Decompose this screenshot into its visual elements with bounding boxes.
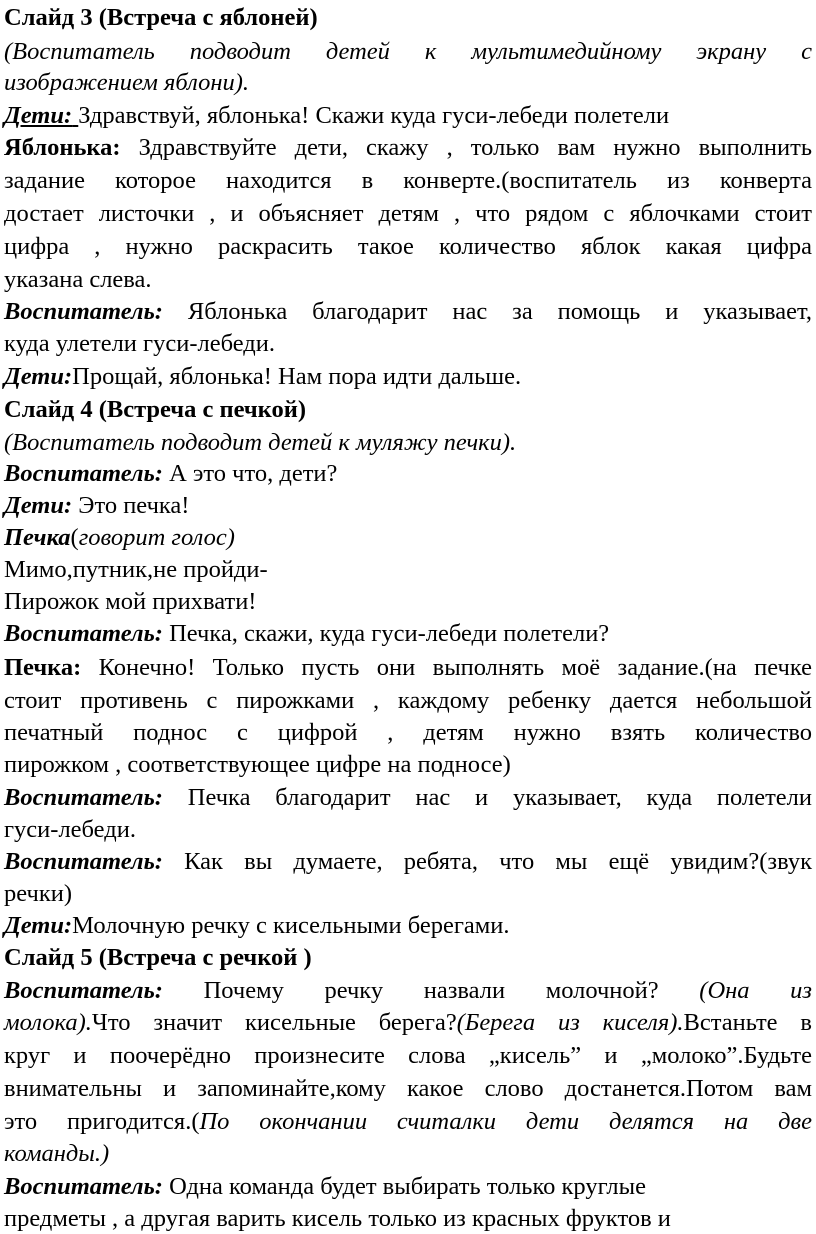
speech-text: Печка, скажи, куда гуси-лебеди полетели?: [162, 620, 610, 647]
slide4-heading: Слайд 4 (Встреча с печкой): [4, 396, 307, 423]
slide3-yablonka-line4: цифра , нужно раскрасить такое количество яблок какая цифра: [4, 233, 812, 260]
speech-text: Встаньте в: [683, 1009, 812, 1036]
speaker-label: Воспитатель:: [4, 848, 163, 875]
speaker-label: Воспитатель:: [4, 460, 163, 487]
speech-text: А это что, дети?: [162, 460, 338, 487]
slide3-note-line2: изображением яблони).: [4, 69, 250, 96]
slide5-vospitatel1-line4: внимательны и запоминайте,кому какое слово достанется.Потом вам: [4, 1075, 812, 1102]
paren: (: [70, 524, 79, 551]
speech-text: Здравствуй, яблонька! Скажи куда гуси-лебеди полетели: [78, 102, 670, 129]
speech-text: Это печка!: [72, 492, 190, 519]
speech-text: Что значит кисельные берега?: [91, 1009, 457, 1036]
slide4-pechka2-line4: пирожком , соответствующее цифре на подносе): [4, 751, 511, 778]
slide3-heading: Слайд 3 (Встреча с яблоней): [4, 4, 318, 31]
slide4-poem-line1: Мимо,путник,не пройди-: [4, 556, 268, 583]
slide5-vospitatel1-line1: [4, 975, 812, 1006]
speech-text: Яблонька благодарит нас за помощь и указывает,: [162, 298, 812, 325]
speech-text: Печка благодарит нас и указывает, куда полетели: [162, 784, 812, 811]
slide5-heading: Слайд 5 (Встреча с речкой ): [4, 944, 312, 971]
speech-text: Как вы думаете, ребята, что мы ещё увидим?(звук: [162, 848, 812, 875]
slide3-deti2-line: [4, 361, 812, 392]
speech-text: Почему речку назвали молочной?: [162, 977, 659, 1004]
slide4-vospitatel1-line: [4, 458, 812, 489]
slide3-yablonka-line3: достает листочки , и объясняет детям , что рядом с яблочками стоит: [4, 200, 812, 227]
speech-text: Прощай, яблонька! Нам пора идти дальше.: [72, 363, 522, 390]
slide3-deti-line: [4, 100, 812, 131]
slide3-yablonka-line1: [4, 132, 812, 163]
answer-note: (Она из: [658, 977, 812, 1004]
speaker-label: Воспитатель:: [4, 298, 163, 325]
speech-text: Одна команда будет выбирать только круглые: [162, 1173, 646, 1200]
slide3-yablonka-line2: задание которое находится в конверте.(воспитатель из конверта: [4, 167, 812, 194]
slide4-vospitatel3-line1: [4, 782, 812, 813]
slide4-pechka-line: [4, 522, 812, 553]
speaker-label: Печка: [4, 524, 71, 551]
slide4-pechka2-line1: [4, 652, 812, 683]
speaker-label: Яблонька:: [4, 134, 121, 161]
speaker-label: Воспитатель:: [4, 784, 163, 811]
slide4-deti-line: [4, 490, 812, 521]
slide4-pechka2-line2: стоит противень с пирожками , каждому ребенку дается небольшой: [4, 687, 812, 714]
slide5-vospitatel1-line2: [4, 1007, 812, 1038]
speech-text: Конечно! Только пусть они выполнять моё задание.(на печке: [81, 654, 812, 681]
speaker-label: Воспитатель:: [4, 620, 163, 647]
slide5-vospitatel2-line1: [4, 1171, 812, 1202]
speech-text: это пригодится.(: [4, 1108, 200, 1135]
speaker-label: Воспитатель:: [4, 1173, 163, 1200]
answer-note: (Берега из киселя).: [456, 1009, 684, 1036]
speech-text: Здравствуйте дети, скажу , только вам нужно выполнить: [120, 134, 812, 161]
slide3-note-line1: (Воспитатель подводит детей к мультимедийному экрану с: [4, 38, 812, 65]
slide4-vospitatel2-line: [4, 618, 812, 649]
speaker-label: Дети:: [4, 363, 73, 390]
speech-text: Молочную речку с кисельными берегами.: [72, 912, 510, 939]
stage-note: По окончании считалки дети делятся на две: [199, 1108, 812, 1135]
slide4-vospitatel4-line1: [4, 846, 812, 877]
speaker-label: Дети:: [4, 102, 73, 129]
slide5-vospitatel1-line6: команды.): [4, 1140, 110, 1167]
answer-note: молока).: [4, 1009, 92, 1036]
slide4-deti2-line: [4, 910, 812, 941]
speaker-label: Воспитатель:: [4, 977, 163, 1004]
stage-note: говорит голос): [78, 524, 235, 551]
slide4-pechka2-line3: печатный поднос с цифрой , детям нужно взять количество: [4, 719, 812, 746]
slide5-vospitatel1-line3: круг и поочерёдно произнесите слова „кисель” и „молоко”.Будьте: [4, 1042, 812, 1069]
slide3-yablonka-line5: указана слева.: [4, 266, 152, 293]
slide4-vospitatel4-line2: речки): [4, 880, 73, 907]
speaker-label: Печка:: [4, 654, 82, 681]
speaker-label: Дети:: [4, 492, 73, 519]
slide5-vospitatel2-line2: предметы , а другая варить кисель только из красных фруктов и: [4, 1205, 671, 1232]
slide4-poem-line2: Пирожок мой прихвати!: [4, 588, 257, 615]
slide3-vospitatel-line2: куда улетели гуси-лебеди.: [4, 330, 275, 357]
slide5-vospitatel1-line5: [4, 1106, 812, 1137]
slide4-note: (Воспитатель подводит детей к муляжу печки).: [4, 429, 517, 456]
slide3-vospitatel-line1: [4, 296, 812, 327]
slide4-vospitatel3-line2: гуси-лебеди.: [4, 816, 136, 843]
speaker-label: Дети:: [4, 912, 73, 939]
